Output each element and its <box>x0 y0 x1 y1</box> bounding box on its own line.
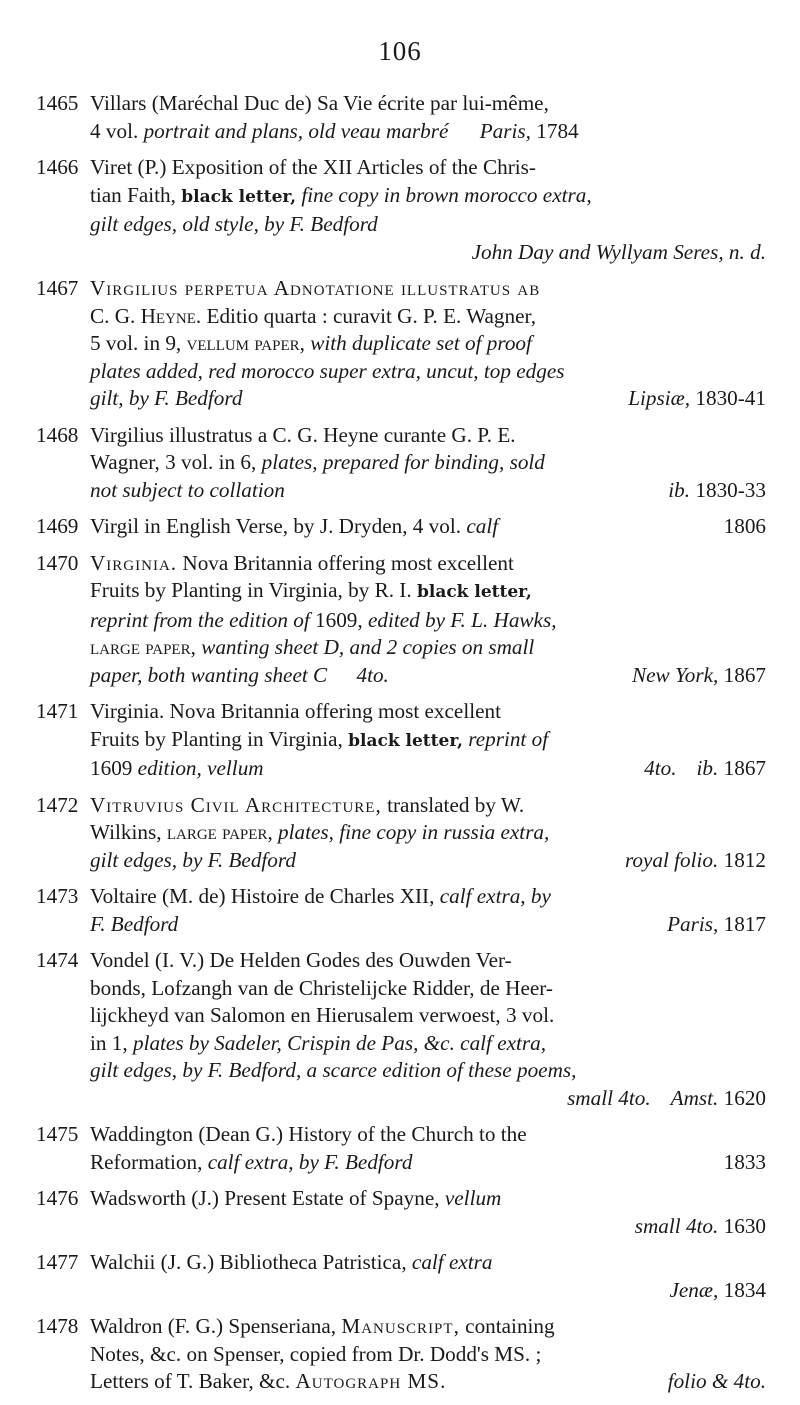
entry-text: Waldron (F. G.) Spenseriana, <box>90 1314 342 1338</box>
imprint-place: Paris, <box>667 911 719 936</box>
binding-description: plates added, red morocco super extra, uncut, top edges <box>90 358 565 383</box>
imprint-year: 1867 <box>718 662 766 687</box>
binding-description: plates by Sadeler, Crispin de Pas, &c. calf extra, <box>132 1030 547 1055</box>
binding-description: gilt edges, by F. Bedford, a scarce edition of these poems, <box>90 1058 577 1082</box>
imprint-place: Amst. <box>670 1085 719 1110</box>
entry-text: 4 vol. <box>90 118 144 143</box>
entry-text: translated by W. <box>381 792 525 817</box>
format: 4to. <box>644 756 677 780</box>
entry-text: Wilkins, <box>90 820 167 844</box>
entry-line <box>90 1368 766 1396</box>
format: small 4to. <box>567 1085 651 1110</box>
entry-line <box>90 154 766 182</box>
lot-number: 1467 <box>36 276 79 300</box>
entry-text: 1609 <box>90 756 138 780</box>
imprint: John Day and Wyllyam Seres, n. d. <box>471 239 766 264</box>
entry-text: Notes, &c. on Spenser, copied from Dr. Dodd's MS. ; <box>90 1341 542 1366</box>
imprint-year: 1830-41 <box>690 386 766 410</box>
binding-description: vellum <box>444 1186 502 1210</box>
binding-description: paper, both wanting sheet C <box>90 662 328 687</box>
manuscript-note: Manuscript, <box>341 1314 460 1338</box>
entry-line <box>90 911 766 939</box>
binding-description: reprint from the edition of <box>90 607 310 632</box>
entry-text: Virgil in English Verse, by J. Dryden, 4 vol. <box>90 514 467 538</box>
binding-description: calf <box>466 514 499 538</box>
imprint-year: 1834 <box>718 1277 766 1302</box>
imprint-year: 1630 <box>718 1213 766 1238</box>
binding-description: calf extra, by F. Bedford <box>207 1149 413 1174</box>
binding-description: not subject to collation <box>90 477 285 502</box>
entry-line <box>90 1341 766 1369</box>
entry-text: containing <box>459 1314 555 1338</box>
entry-line <box>90 698 766 726</box>
entry-text: lijckheyd van Salomon en Hierusalem verwoest, 3 vol. <box>90 1003 555 1027</box>
entry-line <box>90 422 766 450</box>
binding-description: F. Bedford <box>90 911 179 936</box>
format: folio & 4to. <box>667 1369 766 1393</box>
entry-text: Letters of T. Baker, &c. <box>90 1369 296 1393</box>
entry-line <box>90 1249 766 1277</box>
entry-line <box>90 1149 766 1177</box>
entry-text: tian Faith, <box>90 182 182 207</box>
imprint-place: ib. <box>668 477 691 502</box>
paper-note: large paper, <box>90 635 196 659</box>
entry-line <box>90 211 766 239</box>
lot-number: 1469 <box>36 514 79 538</box>
black-letter-note: black letter, <box>416 582 532 602</box>
lot-number: 1466 <box>36 155 79 179</box>
entry-line <box>90 1185 766 1213</box>
entry-text: Wagner, 3 vol. in 6, <box>90 450 262 474</box>
format: 4to. <box>356 662 389 687</box>
entry-1476 <box>36 1185 766 1240</box>
entry-text: in 1, <box>90 1030 133 1055</box>
entry-line <box>90 1121 766 1149</box>
entry-1469 <box>36 513 766 541</box>
entry-text: Voltaire (M. de) Histoire de Charles XII, <box>90 884 440 908</box>
imprint-year: 1784 <box>530 118 579 143</box>
entry-text: Fruits by Planting in Virginia, by R. I. <box>90 578 417 602</box>
binding-description: calf extra <box>411 1250 493 1274</box>
entry-1472 <box>36 792 766 875</box>
entry-line <box>90 385 766 413</box>
entry-line <box>90 477 766 505</box>
page-number: 106 <box>378 36 422 66</box>
entry-1474 <box>36 947 766 1112</box>
entry-text: Editio quarta : curavit G. P. E. Wagner, <box>201 303 537 328</box>
binding-description: gilt, by F. Bedford <box>90 386 243 410</box>
entry-line <box>90 847 766 875</box>
binding-description: edited by F. L. Hawks, <box>367 607 557 632</box>
entry-line <box>90 303 766 331</box>
lot-number: 1468 <box>36 422 79 447</box>
lot-number: 1477 <box>36 1250 79 1274</box>
binding-description: wanting sheet D, and 2 copies on small <box>195 635 535 659</box>
lot-number: 1470 <box>36 550 79 575</box>
binding-description: with duplicate set of proof <box>304 331 532 355</box>
black-letter-note: black letter, <box>181 186 297 207</box>
entry-line <box>90 883 766 911</box>
binding-description: gilt edges, by F. Bedford <box>90 847 296 872</box>
lot-number: 1475 <box>36 1122 79 1146</box>
entry-line <box>90 513 766 541</box>
entry-line-imprint <box>90 1085 766 1113</box>
imprint-place: Jenæ, <box>669 1277 719 1302</box>
entry-1468 <box>36 422 766 505</box>
lot-number: 1478 <box>36 1314 79 1338</box>
entry-text: Nova Britannia offering most excellent <box>177 550 514 575</box>
entry-1477 <box>36 1249 766 1304</box>
lot-number: 1471 <box>36 699 79 723</box>
imprint-place: ib. <box>696 756 719 780</box>
entry-1470 <box>36 550 766 690</box>
binding-description: edition, vellum <box>137 756 264 780</box>
entry-title: Virgilius perpetua Adnotatione illustratus ab <box>90 276 541 300</box>
entry-text: Viret (P.) Exposition of the XII Articles of the Chris- <box>90 155 536 179</box>
binding-description: gilt edges, old style, by F. Bedford <box>90 212 378 236</box>
entry-line <box>90 662 766 690</box>
entry-line <box>90 755 766 783</box>
imprint-place: Lipsiæ, <box>628 386 691 410</box>
entry-line <box>90 275 766 303</box>
binding-description: plates, fine copy in russia extra, <box>272 820 550 844</box>
entry-line <box>90 634 766 662</box>
imprint-year: 1812 <box>718 847 766 872</box>
entry-line <box>90 449 766 477</box>
entry-line <box>90 330 766 358</box>
entry-line <box>90 726 766 756</box>
entry-line <box>90 358 766 386</box>
imprint-place: New York, <box>631 662 719 687</box>
entry-line <box>90 819 766 847</box>
entry-line-imprint <box>90 1213 766 1241</box>
entry-1478 <box>36 1313 766 1396</box>
format: royal folio. <box>624 847 719 872</box>
entry-1471 <box>36 698 766 783</box>
lot-number: 1472 <box>36 792 79 817</box>
binding-description: reprint of <box>462 726 549 751</box>
imprint-year: 1806 <box>723 514 766 538</box>
entry-title: Virginia. <box>90 550 178 575</box>
binding-description: calf extra, by <box>439 884 551 908</box>
entry-line <box>90 90 766 118</box>
imprint-year: 1833 <box>723 1149 766 1174</box>
lot-number: 1476 <box>36 1186 79 1210</box>
entry-1466 <box>36 154 766 266</box>
entry-text: Fruits by Planting in Virginia, <box>90 726 349 751</box>
entry-title: Vitruvius Civil Architecture, <box>90 792 382 817</box>
entry-text: Walchii (J. G.) Bibliotheca Patristica, <box>90 1250 412 1274</box>
binding-description: portrait and plans, old veau marbré <box>143 118 449 143</box>
lot-number: 1465 <box>36 91 79 115</box>
entry-line-imprint <box>90 1277 766 1305</box>
entry-line <box>90 1002 766 1030</box>
entry-line-imprint <box>90 239 766 267</box>
entry-line <box>90 975 766 1003</box>
entry-1465 <box>36 90 766 145</box>
entry-text: 1609, <box>309 607 368 632</box>
entry-line <box>90 182 766 212</box>
imprint-year: 1830-33 <box>690 477 766 502</box>
lot-number: 1473 <box>36 884 79 908</box>
paper-note: large paper, <box>166 820 273 844</box>
entry-line <box>90 792 766 820</box>
imprint-place: Paris, <box>479 118 531 143</box>
entry-text: 5 vol. in 9, <box>90 331 187 355</box>
entry-line <box>90 947 766 975</box>
entry-list <box>36 90 766 1405</box>
binding-description: plates, prepared for binding, sold <box>261 450 545 474</box>
black-letter-note: black letter, <box>348 730 463 751</box>
entry-text: bonds, Lofzangh van de Christelijcke Ridder, de Heer- <box>90 975 553 1000</box>
editor-name: C. G. Heyne. <box>90 303 202 328</box>
format: small 4to. <box>634 1213 719 1238</box>
autograph-note: Autograph MS. <box>295 1369 447 1393</box>
imprint-year: 1620 <box>718 1085 766 1110</box>
entry-text: Vondel (I. V.) De Helden Godes des Ouwden Ver- <box>90 948 512 972</box>
imprint-year: 1867 <box>718 756 766 780</box>
binding-description: fine copy in brown morocco extra, <box>296 182 592 207</box>
entry-1475 <box>36 1121 766 1176</box>
entry-line <box>90 1030 766 1058</box>
entry-1467 <box>36 275 766 413</box>
entry-text: Virgilius illustratus a C. G. Heyne curante G. P. E. <box>90 422 516 447</box>
entry-line <box>90 1057 766 1085</box>
entry-line <box>90 118 766 146</box>
entry-line <box>90 607 766 635</box>
entry-1473 <box>36 883 766 938</box>
entry-text: Villars (Maréchal Duc de) Sa Vie écrite par lui-même, <box>90 91 549 115</box>
entry-text: Wadsworth (J.) Present Estate of Spayne, <box>90 1186 445 1210</box>
entry-text: Reformation, <box>90 1149 208 1174</box>
entry-line <box>90 577 766 607</box>
entry-line <box>90 550 766 578</box>
entry-line <box>90 1313 766 1341</box>
paper-note: vellum paper, <box>186 331 305 355</box>
lot-number: 1474 <box>36 948 79 972</box>
entry-text: Waddington (Dean G.) History of the Church to the <box>90 1122 527 1146</box>
imprint-year: 1817 <box>718 911 766 936</box>
entry-text: Virginia. Nova Britannia offering most excellent <box>90 699 501 723</box>
